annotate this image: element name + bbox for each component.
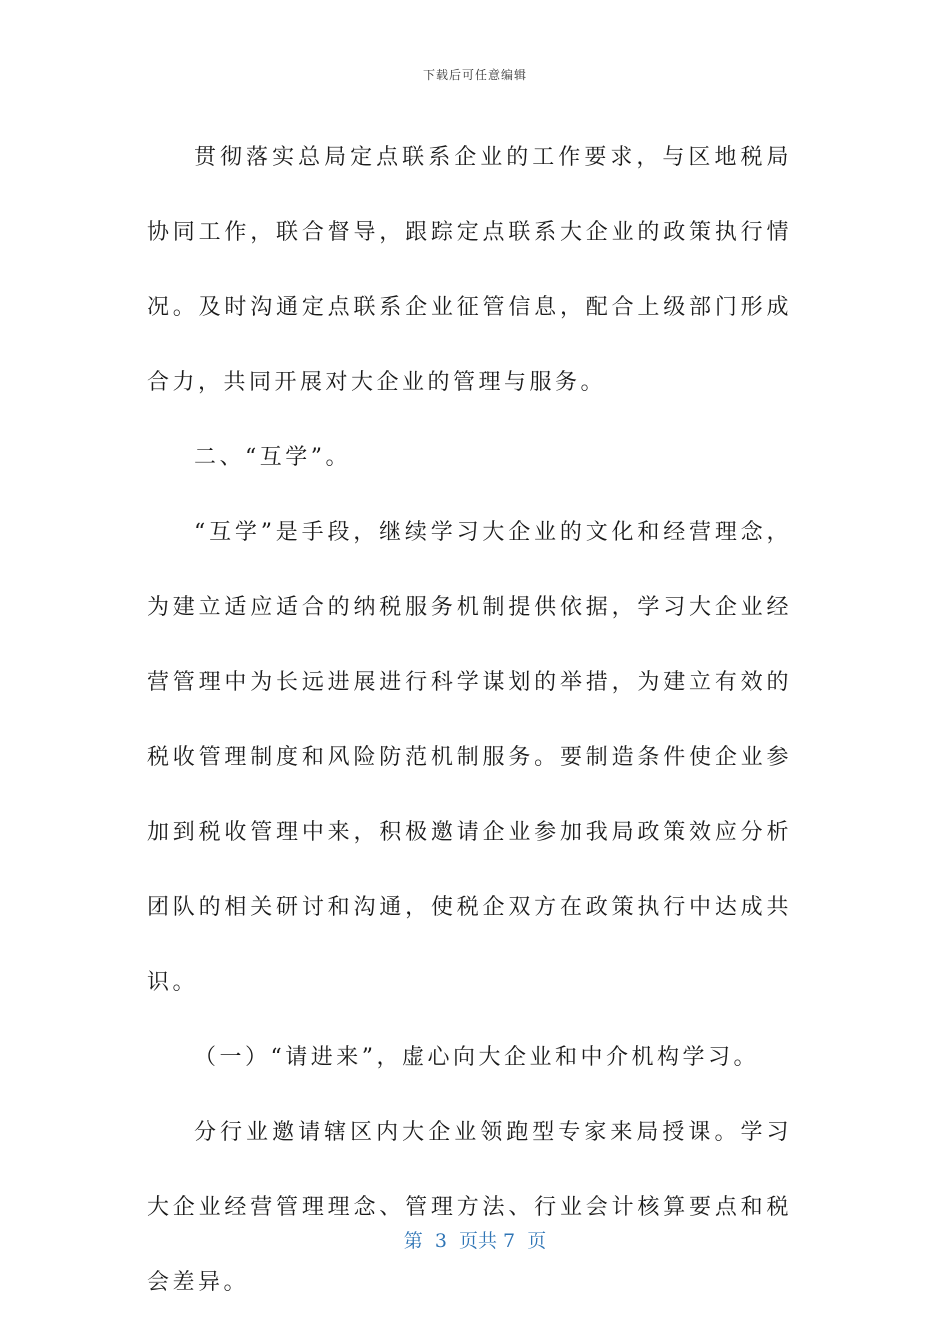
document-body: [147, 120, 792, 1320]
section-heading-mutual-learning: 二、“互学”。: [194, 445, 351, 470]
paragraph-3: 分行业邀请辖区内大企业领跑型专家来局授课。学习大企业经营管理理念、管理方法、行业会计核算要点和税会差异。: [147, 1120, 792, 1295]
paragraph-1: 贯彻落实总局定点联系企业的工作要求，与区地税局协同工作，联合督导，跟踪定点联系大企业的政策执行情况。及时沟通定点联系企业征管信息，配合上级部门形成合力，共同开展对大企业的管理与服务。: [147, 145, 792, 395]
paragraph-2: “互学”是手段，继续学习大企业的文化和经营理念，为建立适应适合的纳税服务机制提供依据，学习大企业经营管理中为长远进展进行科学谋划的举措，为建立有效的税收管理制度和风险防范机制服务。要制造条件使企业参加到税收管理中来，积极邀请企业参加我局政策效应分析团队的相关研讨和沟通，使税企双方在政策执行中达成共识。: [147, 520, 792, 995]
subsection-heading-invite-in: （一）“请进来”，虚心向大企业和中介机构学习。: [194, 1045, 759, 1070]
page-header: 下载后可任意编辑: [422, 68, 527, 82]
page-number-footer: 第 3 页共 7 页: [403, 1230, 547, 1252]
